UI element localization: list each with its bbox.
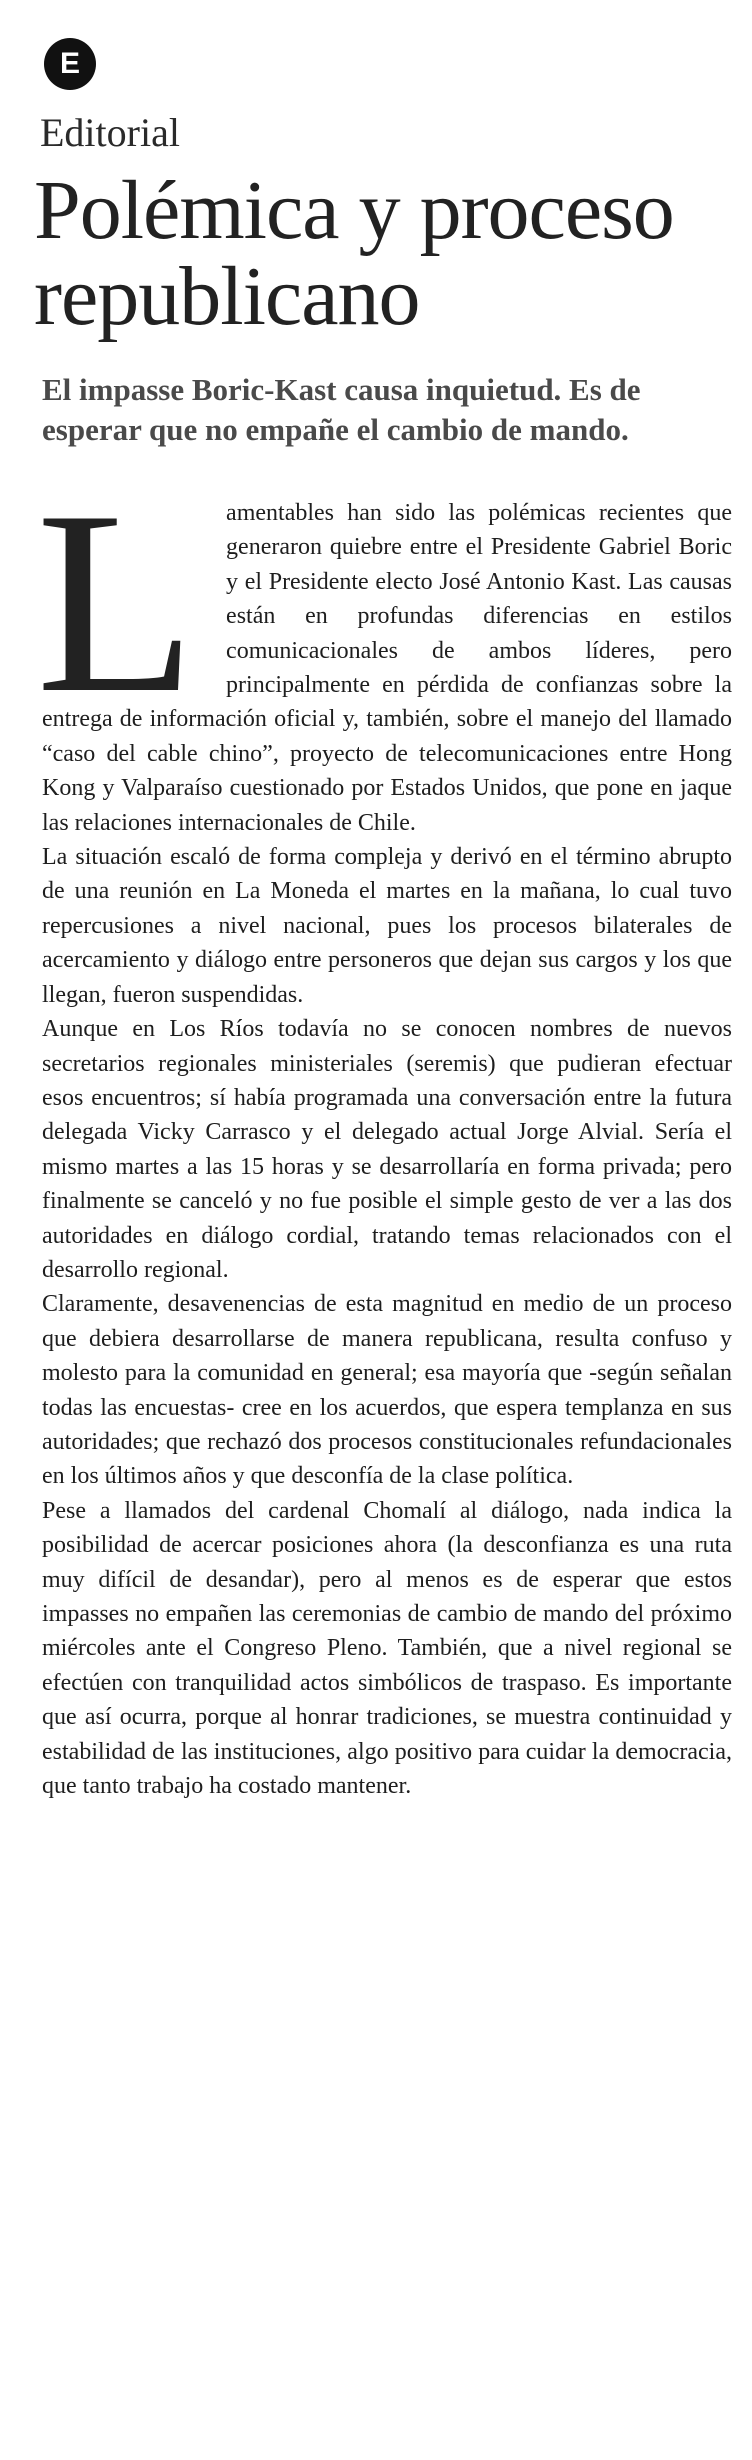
article-body — [36, 457, 732, 1803]
drop-cap: L — [36, 457, 197, 747]
headline: Polémica y proceso republicano — [34, 164, 674, 343]
paragraph-5: Pese a llamados del cardenal Chomalí al diálogo, nada indica la posibilidad de acercar posiciones ahora (la desconfianza es una ruta muy difícil de desandar), pero al menos es de esperar que estos impasses no empañen las ceremonias de cambio de mando del próximo miércoles ante el Congreso Pleno. También, que a nivel regional se efectúen con tranquilidad actos simbólicos de traspaso. Es importante que así ocurra, porque al honrar tradiciones, se muestra continuidad y estabilidad de las instituciones, algo positivo para cuidar la democracia, que tanto trabajo ha costado mantener. — [42, 1497, 732, 1800]
subheadline: El impasse Boric-Kast causa inquietud. Es de esperar que no empañe el cambio de mando. — [42, 372, 641, 447]
paragraph-1-text: amentables han sido las polémicas recientes que generaron quiebre entre el Presidente Gabriel Boric y el Presidente electo José Antonio Kast. Las causas están en profundas diferencias en estilos comunicacionales de ambos líderes, pero principalmente en pérdida de confianzas sobre la entrega de información oficial y, también, sobre el manejo del llamado “caso del cable chino”, proyecto de telecomunicaciones entre Hong Kong y Valparaíso cuestionado por Estados Unidos, que pone en jaque las relaciones internacionales de Chile. — [42, 500, 732, 836]
section-badge: E — [44, 38, 96, 90]
paragraph-3: Aunque en Los Ríos todavía no se conocen nombres de nuevos secretarios regionales ministeriales (seremis) que pudieran efectuar esos encuentros; sí había programada una conversación entre la futura delegada Vicky Carrasco y el delegado actual Jorge Alvial. Sería el mismo martes a las 15 horas y se desarrollaría en forma privada; pero finalmente se canceló y no fue posible el simple gesto de ver a las dos autoridades en diálogo cordial, tratando temas relacionados con el desarrollo regional. — [42, 1016, 732, 1283]
section-label: Editorial — [40, 110, 180, 155]
paragraph-1 — [36, 457, 732, 840]
paragraph-4: Claramente, desavenencias de esta magnitud en medio de un proceso que debiera desarrollarse de manera republicana, resulta confuso y molesto para la comunidad en general; esa mayoría que -según señalan todas las encuestas- cree en los acuerdos, que espera templanza en sus autoridades; que rechazó dos procesos constitucionales refundacionales en los últimos años y que desconfía de la clase política. — [42, 1291, 732, 1490]
paragraph-2: La situación escaló de forma compleja y derivó en el término abrupto de una reunión en La Moneda el martes en la mañana, lo cual tuvo repercusiones a nivel nacional, pues los procesos bilaterales de acercamiento y diálogo entre personeros que dejan sus cargos y los que llegan, fueron suspendidas. — [42, 844, 732, 1008]
